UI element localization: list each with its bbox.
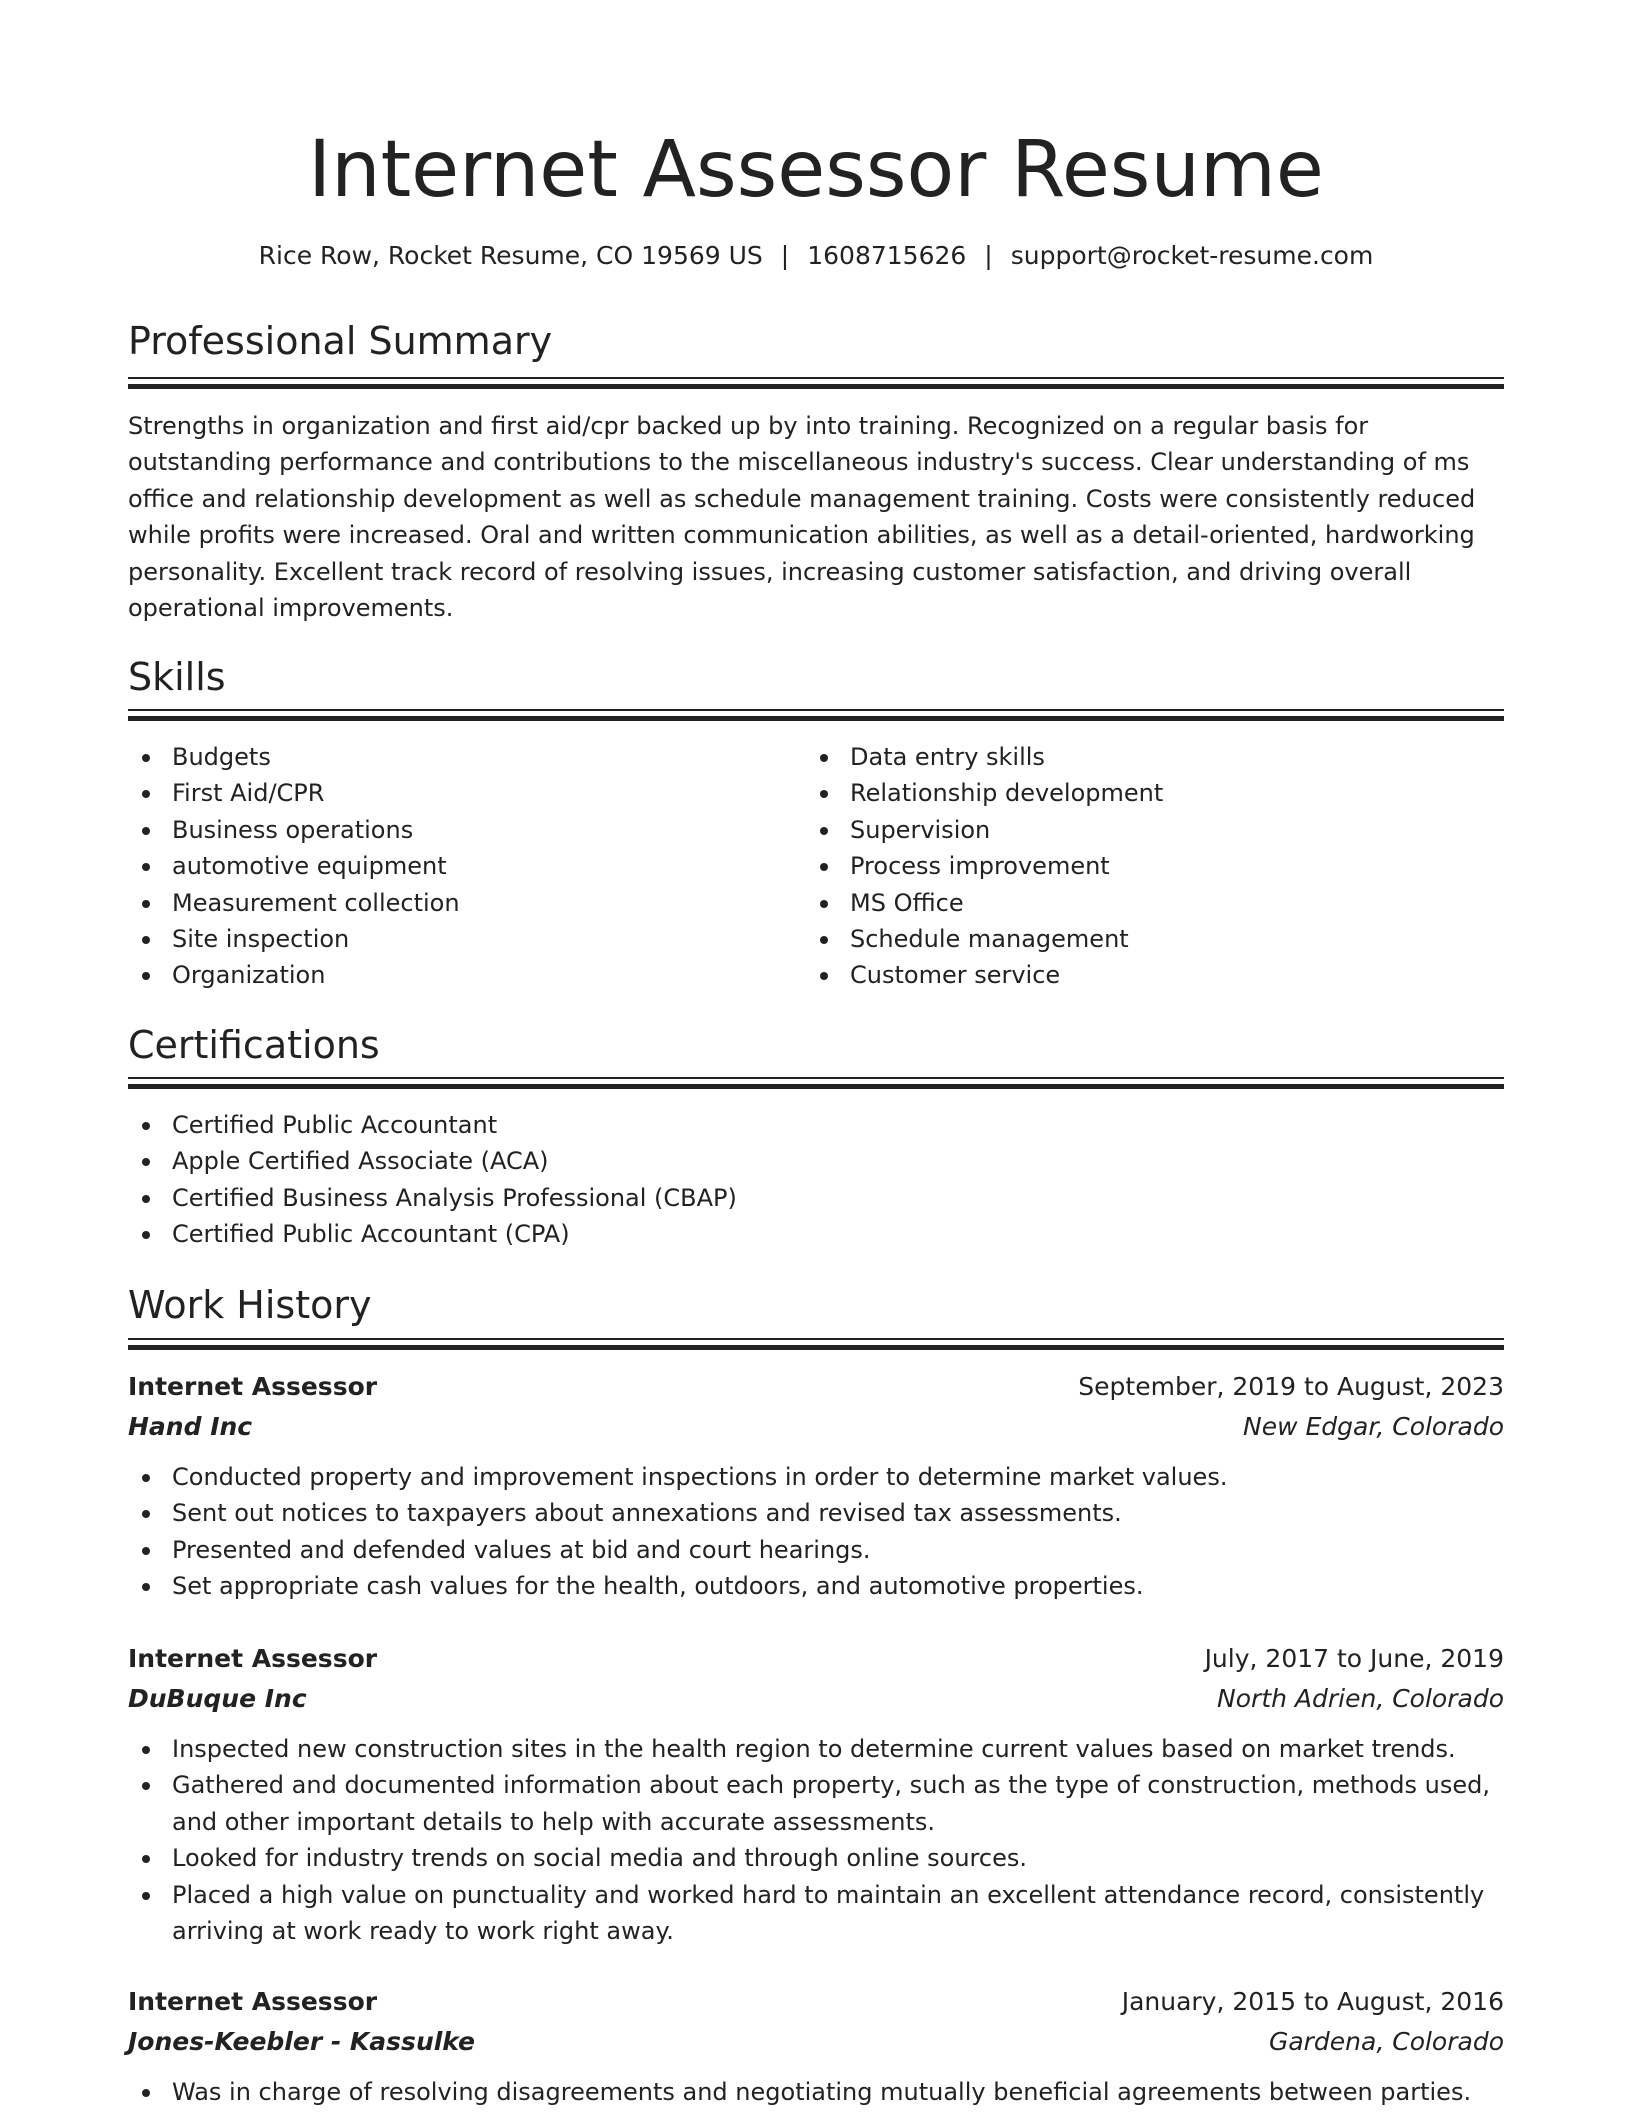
job-bullet: Conducted property and improvement inspections in order to determine market values.: [128, 1459, 1504, 1495]
section-divider: [128, 1338, 1504, 1350]
section-certifications: [128, 1020, 1504, 1070]
certifications-list: [128, 1107, 1504, 1253]
section-divider: [128, 377, 1504, 389]
skill-item: automotive equipment: [128, 848, 788, 884]
job-company: Hand Inc: [128, 1412, 253, 1441]
section-heading-certifications: Certifications: [128, 1023, 380, 1067]
section-divider: [128, 709, 1504, 721]
skill-item: Process improvement: [806, 848, 1466, 884]
skill-item: Measurement collection: [128, 885, 788, 921]
job-company: DuBuque Inc: [128, 1684, 307, 1713]
skills-column-left: [128, 739, 788, 994]
skill-item: Supervision: [806, 812, 1466, 848]
job-location: North Adrien, Colorado: [1217, 1684, 1504, 1713]
skill-item: Data entry skills: [806, 739, 1466, 775]
skill-item: Organization: [128, 957, 788, 993]
summary-text: Strengths in organization and first aid/cpr backed up by into training. Recognized on a regular basis for outstanding performance and contributions to the miscellaneous industry's success. Clear understanding of ms office and relationship development as well as schedule management training. Costs were consistently reduced while profits were increased. Oral and written communication abilities, as well as a detail-oriented, hardworking personality. Excellent track record of resolving issues, increasing customer satisfaction, and driving overall operational improvements.: [128, 412, 1476, 623]
job-dates: September, 2019 to August, 2023: [1078, 1372, 1504, 1401]
job-dates: January, 2015 to August, 2016: [1121, 1987, 1504, 2016]
job-bullet: Presented and defended values at bid and court hearings.: [128, 1532, 1504, 1568]
job-title: Internet Assessor: [128, 1987, 378, 2016]
contact-address: Rice Row, Rocket Resume, CO 19569 US: [258, 241, 763, 270]
contact-separator: |: [780, 241, 790, 270]
job-location: Gardena, Colorado: [1268, 2027, 1504, 2056]
section-work-history: [128, 1280, 1504, 1330]
skill-item: Budgets: [128, 739, 788, 775]
job-entry: [128, 1982, 1504, 2110]
certification-item: Certified Public Accountant (CPA): [128, 1216, 1504, 1252]
certification-item: Certified Business Analysis Professional (CBAP): [128, 1180, 1504, 1216]
contact-phone: 1608715626: [807, 241, 967, 270]
job-title: Internet Assessor: [128, 1644, 378, 1673]
job-bullet: Sent out notices to taxpayers about annexations and revised tax assessments.: [128, 1495, 1504, 1531]
skill-item: Schedule management: [806, 921, 1466, 957]
job-entry: [128, 1367, 1504, 1605]
skills-column-right: [806, 739, 1466, 994]
section-heading-work-history: Work History: [128, 1283, 372, 1327]
job-dates: July, 2017 to June, 2019: [1204, 1644, 1504, 1673]
job-entry: [128, 1639, 1504, 1949]
job-location: New Edgar, Colorado: [1243, 1412, 1504, 1441]
skill-item: Relationship development: [806, 775, 1466, 811]
job-bullet: Placed a high value on punctuality and worked hard to maintain an excellent attendance record, consistently arriving at work ready to work right away.: [128, 1877, 1504, 1950]
job-bullet: Looked for industry trends on social media and through online sources.: [128, 1840, 1504, 1876]
job-bullet: Gathered and documented information about each property, such as the type of construction, methods used, and other important details to help with accurate assessments.: [128, 1767, 1504, 1840]
job-company: Jones-Keebler - Kassulke: [128, 2027, 475, 2056]
section-heading-summary: Professional Summary: [128, 319, 553, 363]
resume-title: Internet Assessor Resume: [308, 125, 1324, 215]
skill-item: Site inspection: [128, 921, 788, 957]
job-bullet: Inspected new construction sites in the health region to determine current values based on market trends.: [128, 1731, 1504, 1767]
job-bullet: Set appropriate cash values for the health, outdoors, and automotive properties.: [128, 1568, 1504, 1604]
job-title: Internet Assessor: [128, 1372, 378, 1401]
skill-item: Customer service: [806, 957, 1466, 993]
contact-separator: |: [984, 241, 993, 270]
skill-item: MS Office: [806, 885, 1466, 921]
section-divider: [128, 1077, 1504, 1089]
skill-item: Business operations: [128, 812, 788, 848]
contact-email: support@rocket-resume.com: [1010, 241, 1374, 270]
job-bullet: Was in charge of resolving disagreements and negotiating mutually beneficial agreements between parties.: [128, 2074, 1504, 2110]
skill-item: First Aid/CPR: [128, 775, 788, 811]
section-professional-summary: [128, 316, 1504, 366]
contact-line: [128, 236, 1504, 276]
section-heading-skills: Skills: [128, 655, 226, 699]
certification-item: Certified Public Accountant: [128, 1107, 1504, 1143]
certification-item: Apple Certified Associate (ACA): [128, 1143, 1504, 1179]
section-skills: [128, 652, 1504, 702]
